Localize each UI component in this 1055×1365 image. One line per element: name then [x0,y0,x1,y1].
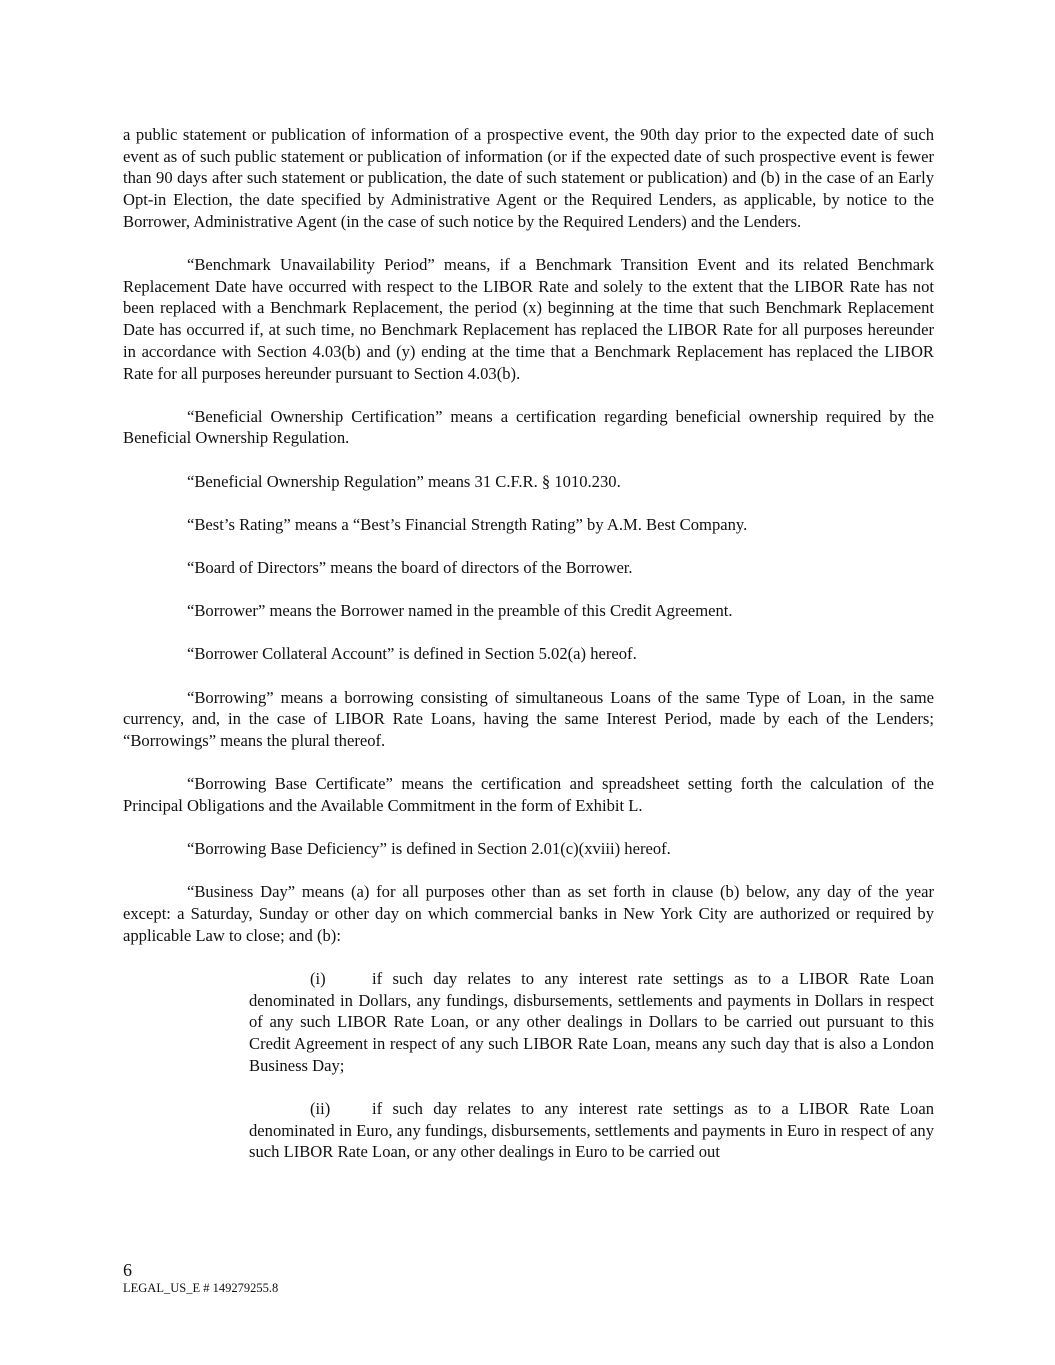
document-body [123,124,934,1185]
definition-board-of-directors: “Board of Directors” means the board of directors of the Borrower. [187,558,633,578]
definition-borrower-collateral-account: “Borrower Collateral Account” is defined in Section 5.02(a) hereof. [187,644,637,664]
paragraph-continuation: a public statement or publication of information of a prospective event, the 90th day prior to the expected date of such event as of such public statement or publication of information (or if the expected date of such prospective event is fewer than 90 days after such statement or publication, the date of such statement or publication) and (b) in the case of an Early Opt-in Election, the date specified by Administrative Agent or the Required Lenders, as applicable, by notice to the Borrower, Administrative Agent (in the case of such notice by the Required Lenders) and the Lenders. [123,125,934,231]
document-id: LEGAL_US_E # 149279255.8 [123,1281,279,1295]
page-footer [123,1260,278,1296]
subitem-text: if such day relates to any interest rate settings as to a LIBOR Rate Loan denominated in Dollars, any fundings, disbursements, settlements and payments in Dollars in respect of any such LIBOR Rate Loan, or any other dealings in Dollars to be carried out pursuant to this Credit Agreement in respect of any such LIBOR Rate Loan, means any such day that is also a London Business Day; [249,968,934,1075]
definition-borrowing: “Borrowing” means a borrowing consisting of simultaneous Loans of the same Type of Loan, in the same currency, and, in the case of LIBOR Rate Loans, having the same Interest Period, made by each of the Lenders; “Borrowings” means the plural thereof. [123,687,934,751]
definition-borrower: “Borrower” means the Borrower named in the preamble of this Credit Agreement. [187,601,733,621]
subitem-ii [249,1098,934,1163]
page-number: 6 [123,1260,132,1280]
subitem-text: if such day relates to any interest rate settings as to a LIBOR Rate Loan denominated in Euro, any fundings, disbursements, settlements and payments in Euro in respect of any such LIBOR Rate Loan, or any other dealings in Euro to be carried out [249,1099,934,1162]
definition-business-day: “Business Day” means (a) for all purposes other than as set forth in clause (b) below, any day of the year except: a Saturday, Sunday or other day on which commercial banks in New York City are authorized or required by applicable Law to close; and (b): [123,882,934,945]
subitem-number: (ii) [310,1099,331,1118]
definition-borrowing-base-certificate: “Borrowing Base Certificate” means the certification and spreadsheet setting forth the calculation of the Principal Obligations and the Available Commitment in the form of Exhibit L. [123,774,934,815]
subitem-number: (i) [310,968,326,988]
definition-benchmark-unavailability-period: “Benchmark Unavailability Period” means, if a Benchmark Transition Event and its related Benchmark Replacement Date have occurred with respect to the LIBOR Rate and solely to the extent that the LIBOR Rate has not been replaced with a Benchmark Replacement, the period (x) beginning at the time that such Benchmark Replacement Date has occurred if, at such time, no Benchmark Replacement has replaced the LIBOR Rate for all purposes hereunder in accordance with Section 4.03(b) and (y) ending at the time that a Benchmark Replacement has replaced the LIBOR Rate for all purposes hereunder pursuant to Section 4.03(b). [123,255,934,383]
definition-borrowing-base-deficiency: “Borrowing Base Deficiency” is defined in Section 2.01(c)(xviii) hereof. [187,839,671,859]
definition-bests-rating: “Best’s Rating” means a “Best’s Financial Strength Rating” by A.M. Best Company. [187,514,748,534]
definition-beneficial-ownership-regulation: “Beneficial Ownership Regulation” means 31 C.F.R. § 1010.230. [187,471,621,491]
subitem-i [249,968,934,1077]
definition-beneficial-ownership-certification: “Beneficial Ownership Certification” means a certification regarding beneficial ownership required by the Beneficial Ownership Regulation. [123,406,934,448]
